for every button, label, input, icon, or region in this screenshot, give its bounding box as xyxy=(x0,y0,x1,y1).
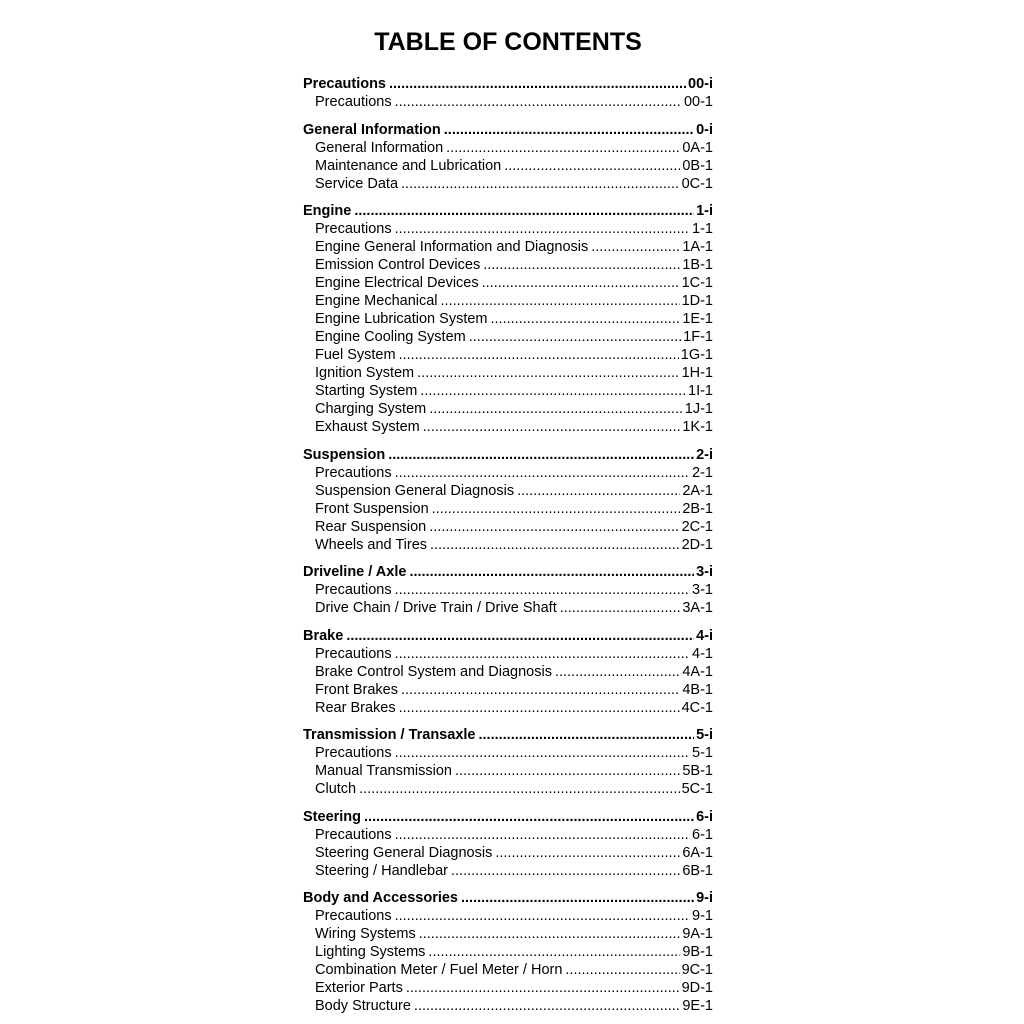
toc-page-number: 1B-1 xyxy=(682,257,713,273)
toc-page-number: 1J-1 xyxy=(684,401,713,417)
toc-page-number: 6B-1 xyxy=(682,862,713,879)
dot-leader xyxy=(429,400,683,418)
toc-section-label: Brake xyxy=(303,627,344,644)
toc-page-number: 9-1 xyxy=(692,908,713,924)
toc-item xyxy=(303,256,713,274)
toc-page-number: 0-i xyxy=(696,121,713,138)
dot-leader xyxy=(565,961,679,979)
toc-item xyxy=(303,464,713,482)
toc-section-label: General Information xyxy=(303,121,441,138)
toc-item xyxy=(303,744,713,762)
toc-item-label: Engine Lubrication System xyxy=(315,311,488,327)
toc-item xyxy=(303,997,713,1015)
toc-item xyxy=(303,961,713,979)
toc-section-header xyxy=(303,563,713,581)
toc-section-header xyxy=(303,726,713,744)
toc-page-number: 00-1 xyxy=(683,94,713,110)
toc-item xyxy=(303,93,713,111)
toc-item-label: Rear Suspension xyxy=(315,518,427,535)
toc-item-label: Precautions xyxy=(315,221,392,237)
dot-leader xyxy=(428,943,680,961)
toc-page-number: 2D-1 xyxy=(681,536,713,553)
toc-page-number: 0A-1 xyxy=(682,139,713,156)
dot-leader xyxy=(399,699,680,717)
toc-item-label: General Information xyxy=(315,139,444,156)
toc-section xyxy=(303,627,713,717)
toc-item-label: Engine Cooling System xyxy=(315,329,466,345)
toc-item-label: Exhaust System xyxy=(315,419,420,435)
toc-page-number: 2-i xyxy=(696,446,713,463)
toc-page-number: 1H-1 xyxy=(681,365,713,381)
toc-section xyxy=(303,202,713,436)
dot-leader xyxy=(395,93,682,111)
toc-item xyxy=(303,844,713,862)
dot-leader xyxy=(401,681,680,699)
toc-item-label: Exterior Parts xyxy=(315,980,403,996)
toc-item-label: Precautions xyxy=(315,745,392,761)
toc-page-number: 9D-1 xyxy=(681,980,713,996)
toc-item-label: Maintenance and Lubrication xyxy=(315,157,502,174)
toc-item-label: Drive Chain / Drive Train / Drive Shaft xyxy=(315,600,557,616)
toc-section-header xyxy=(303,627,713,645)
dot-leader xyxy=(451,862,680,880)
dot-leader xyxy=(491,310,681,328)
dot-leader xyxy=(395,744,690,762)
toc-section xyxy=(303,446,713,554)
toc-section-label: Suspension xyxy=(303,446,386,463)
toc-item-label: Precautions xyxy=(315,908,392,924)
toc-section-header xyxy=(303,808,713,826)
page-title: TABLE OF CONTENTS xyxy=(374,28,642,56)
dot-leader xyxy=(388,446,694,464)
toc-section-label: Body and Accessories xyxy=(303,890,458,906)
toc-item-label: Front Suspension xyxy=(315,500,429,517)
toc-item xyxy=(303,364,713,382)
dot-leader xyxy=(504,157,680,175)
toc-page-number: 1-i xyxy=(696,203,713,219)
toc-item-label: Emission Control Devices xyxy=(315,257,481,273)
dot-leader xyxy=(483,256,680,274)
toc-page-number: 1K-1 xyxy=(682,419,713,435)
dot-leader xyxy=(359,780,679,798)
toc-page-number: 5B-1 xyxy=(682,763,713,779)
dot-leader xyxy=(432,500,681,518)
toc-item xyxy=(303,663,713,681)
dot-leader xyxy=(455,762,680,780)
dot-leader xyxy=(591,238,680,256)
toc-item xyxy=(303,536,713,554)
toc-page-number: 4B-1 xyxy=(682,681,713,698)
toc-item xyxy=(303,826,713,844)
toc-item-label: Steering General Diagnosis xyxy=(315,844,493,861)
toc-item xyxy=(303,925,713,943)
toc-section-label: Steering xyxy=(303,808,362,825)
toc-item xyxy=(303,780,713,798)
toc-item xyxy=(303,220,713,238)
toc-item-label: Precautions xyxy=(315,582,392,598)
toc-page-number: 5-i xyxy=(696,727,713,743)
toc-section-header xyxy=(303,121,713,139)
dot-leader xyxy=(469,328,681,346)
toc-page-number: 2A-1 xyxy=(682,482,713,499)
toc-section-label: Precautions xyxy=(303,76,386,92)
dot-leader xyxy=(409,563,694,581)
dot-leader xyxy=(495,844,680,862)
toc-item-label: Combination Meter / Fuel Meter / Horn xyxy=(315,962,563,978)
toc-page-number: 4C-1 xyxy=(681,699,713,716)
toc-page-number: 5C-1 xyxy=(681,781,713,797)
toc-page-number: 9B-1 xyxy=(682,944,713,960)
toc-section-header xyxy=(303,889,713,907)
toc-item xyxy=(303,599,713,617)
toc-item-label: Precautions xyxy=(315,645,392,662)
toc-section xyxy=(303,563,713,617)
toc-page-number: 0B-1 xyxy=(682,157,713,174)
toc-item xyxy=(303,482,713,500)
toc-item xyxy=(303,382,713,400)
toc-item-label: Engine General Information and Diagnosis xyxy=(315,239,589,255)
dot-leader xyxy=(401,175,680,193)
toc-item xyxy=(303,862,713,880)
dot-leader xyxy=(395,581,690,599)
dot-leader xyxy=(417,364,679,382)
toc-page-number: 6-1 xyxy=(692,826,713,843)
toc-item-label: Precautions xyxy=(315,826,392,843)
toc-page-number: 1G-1 xyxy=(680,347,713,363)
toc-section-label: Engine xyxy=(303,203,352,219)
toc-page-number: 4-1 xyxy=(692,645,713,662)
dot-leader xyxy=(560,599,681,617)
dot-leader xyxy=(395,464,690,482)
toc-item xyxy=(303,418,713,436)
dot-leader xyxy=(395,220,690,238)
toc-item-label: Steering / Handlebar xyxy=(315,862,448,879)
toc-page-number: 1F-1 xyxy=(683,329,713,345)
dot-leader xyxy=(461,889,694,907)
toc-item xyxy=(303,292,713,310)
toc-page-number: 1A-1 xyxy=(682,239,713,255)
toc-page-number: 4A-1 xyxy=(682,663,713,680)
toc-page-number: 2-1 xyxy=(692,464,713,481)
toc-section-label: Transmission / Transaxle xyxy=(303,727,476,743)
toc-section-header xyxy=(303,446,713,464)
toc-item-label: Starting System xyxy=(315,383,418,399)
toc-page-number: 3-1 xyxy=(692,582,713,598)
dot-leader xyxy=(478,726,694,744)
dot-leader xyxy=(395,645,690,663)
dot-leader xyxy=(364,808,694,826)
toc-item xyxy=(303,645,713,663)
toc-item-label: Ignition System xyxy=(315,365,415,381)
toc-item-label: Body Structure xyxy=(315,998,411,1014)
toc-item xyxy=(303,238,713,256)
dot-leader xyxy=(555,663,680,681)
toc-item xyxy=(303,581,713,599)
toc-item xyxy=(303,139,713,157)
dot-leader xyxy=(395,826,690,844)
toc-page-number: 6A-1 xyxy=(682,844,713,861)
toc-item-label: Service Data xyxy=(315,175,399,192)
toc-item xyxy=(303,500,713,518)
dot-leader xyxy=(446,139,680,157)
toc-section xyxy=(303,726,713,798)
toc-item xyxy=(303,328,713,346)
dot-leader xyxy=(423,418,681,436)
toc-page-number: 3-i xyxy=(696,564,713,580)
toc-item xyxy=(303,310,713,328)
toc-item-label: Suspension General Diagnosis xyxy=(315,482,515,499)
toc-item-label: Clutch xyxy=(315,781,357,797)
toc-page-number: 9-i xyxy=(696,890,713,906)
toc-item xyxy=(303,681,713,699)
toc-item xyxy=(303,979,713,997)
toc-section xyxy=(303,808,713,880)
toc-item-label: Precautions xyxy=(315,464,392,481)
dot-leader xyxy=(406,979,680,997)
toc-page-number: 1-1 xyxy=(692,221,713,237)
dot-leader xyxy=(419,925,681,943)
dot-leader xyxy=(414,997,680,1015)
toc-page-number: 6-i xyxy=(696,808,713,825)
toc-item xyxy=(303,699,713,717)
toc-section xyxy=(303,889,713,1015)
toc-item-label: Engine Electrical Devices xyxy=(315,275,479,291)
toc-page-number: 00-i xyxy=(688,76,713,92)
toc-page-number: 1D-1 xyxy=(681,293,713,309)
toc-page-number: 2B-1 xyxy=(682,500,713,517)
toc-item-label: Rear Brakes xyxy=(315,699,396,716)
dot-leader xyxy=(517,482,680,500)
toc-page-number: 2C-1 xyxy=(681,518,713,535)
dot-leader xyxy=(399,346,679,364)
dot-leader xyxy=(441,292,680,310)
toc-section xyxy=(303,75,713,111)
toc-item xyxy=(303,157,713,175)
toc-item-label: Engine Mechanical xyxy=(315,293,438,309)
dot-leader xyxy=(444,121,694,139)
dot-leader xyxy=(354,202,694,220)
toc-page-number: 1E-1 xyxy=(682,311,713,327)
toc-item-label: Lighting Systems xyxy=(315,944,426,960)
toc-item-label: Manual Transmission xyxy=(315,763,452,779)
toc-item xyxy=(303,400,713,418)
toc-page-number: 9E-1 xyxy=(682,998,713,1014)
dot-leader xyxy=(482,274,680,292)
toc-page-number: 4-i xyxy=(696,627,713,644)
toc-section-header xyxy=(303,75,713,93)
toc-item xyxy=(303,175,713,193)
toc-page-number: 9C-1 xyxy=(681,962,713,978)
toc-item xyxy=(303,518,713,536)
dot-leader xyxy=(420,382,686,400)
toc-section xyxy=(303,121,713,193)
toc-page-number: 5-1 xyxy=(692,745,713,761)
toc-item-label: Wiring Systems xyxy=(315,926,416,942)
toc-page-number: 1I-1 xyxy=(688,383,713,399)
toc-item xyxy=(303,943,713,961)
toc-item-label: Precautions xyxy=(315,94,392,110)
toc-section-label: Driveline / Axle xyxy=(303,564,407,580)
dot-leader xyxy=(346,627,694,645)
toc-item xyxy=(303,346,713,364)
toc-item-label: Fuel System xyxy=(315,347,396,363)
dot-leader xyxy=(429,518,679,536)
toc-item xyxy=(303,762,713,780)
table-of-contents xyxy=(303,75,713,1015)
toc-item-label: Wheels and Tires xyxy=(315,536,428,553)
toc-item xyxy=(303,907,713,925)
toc-page-number: 9A-1 xyxy=(682,926,713,942)
dot-leader xyxy=(389,75,686,93)
toc-page-number: 0C-1 xyxy=(681,175,713,192)
toc-page-number: 1C-1 xyxy=(681,275,713,291)
toc-section-header xyxy=(303,202,713,220)
dot-leader xyxy=(430,536,680,554)
toc-page-number: 3A-1 xyxy=(682,600,713,616)
toc-item-label: Front Brakes xyxy=(315,681,398,698)
toc-item xyxy=(303,274,713,292)
toc-item-label: Charging System xyxy=(315,401,427,417)
toc-item-label: Brake Control System and Diagnosis xyxy=(315,663,552,680)
dot-leader xyxy=(395,907,690,925)
